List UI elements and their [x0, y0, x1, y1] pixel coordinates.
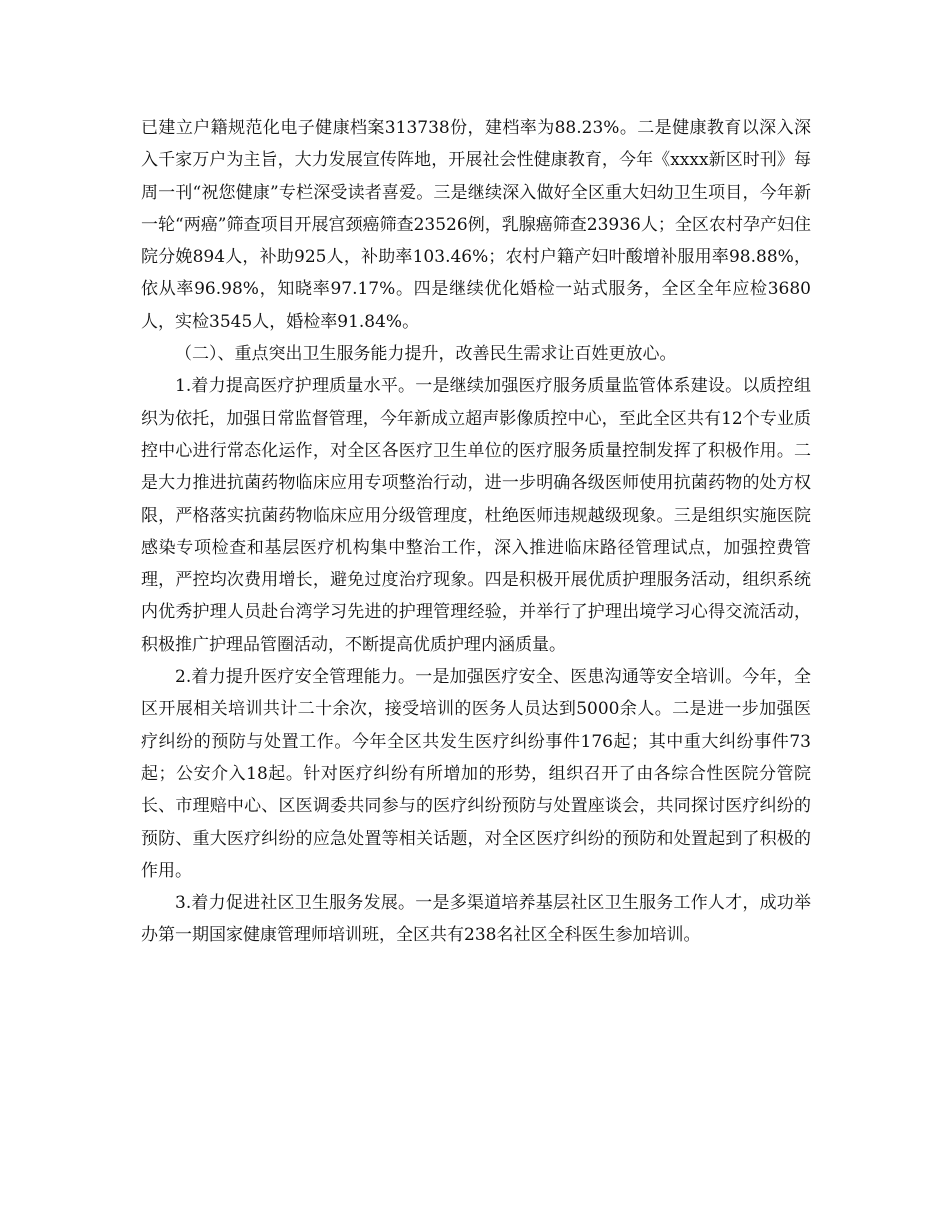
paragraph-medical-safety: 2.着力提升医疗安全管理能力。一是加强医疗安全、医患沟通等安全培训。今年，全区开展相关培训共计二十余次，接受培训的医务人员达到5000余人。二是进一步加强医疗纠纷的预防与处置工作。今年全区共发生医疗纠纷事件176起；其中重大纠纷事件73起；公安介入18起。针对医疗纠纷有所增加的形势，组织召开了由各综合性医院分管院长、市理赔中心、区医调委共同参与的医疗纠纷预防与处置座谈会，共同探讨医疗纠纷的预防、重大医疗纠纷的应急处置等相关话题，对全区医疗纠纷的预防和处置起到了积极的作用。 [141, 667, 811, 881]
section-heading-service-capacity: （二）、重点突出卫生服务能力提升，改善民生需求让百姓更放心。 [175, 344, 677, 365]
paragraph-medical-quality: 1.着力提高医疗护理质量水平。一是继续加强医疗服务质量监管体系建设。以质控组织为依托，加强日常监督管理，今年新成立超声影像质控中心，至此全区共有12个专业质控中心进行常态化运作，对全区各医疗卫生单位的医疗服务质量控制发挥了积极作用。二是大力推进抗菌药物临床应用专项整治行动，进一步明确各级医师使用抗菌药物的处方权限，严格落实抗菌药物临床应用分级管理度，杜绝医师违规越级现象。三是组织实施医院感染专项检查和基层医疗机构集中整治工作，深入推进临床路径管理试点，加强控费管理，严控均次费用增长，避免过度治疗现象。四是积极开展优质护理服务活动，组织系统内优秀护理人员赴台湾学习先进的护理管理经验，并举行了护理出境学习心得交流活动，积极推广护理品管圈活动，不断提高优质护理内涵质量。 [141, 376, 811, 655]
paragraph-health-records: 已建立户籍规范化电子健康档案313738份，建档率为88.23%。二是健康教育以深入深入千家万户为主旨，大力发展宣传阵地，开展社会性健康教育，今年《xxxx新区时刊》每周一刊“祝您健康”专栏深受读者喜爱。三是继续深入做好全区重大妇幼卫生项目，今年新一轮“两癌”筛查项目开展宫颈癌筛查23526例，乳腺癌筛查23936人；全区农村孕产妇住院分娩894人，补助925人，补助率103.46%；农村户籍产妇叶酸增补服用率98.88%，依从率96.98%，知晓率97.17%。四是继续优化婚检一站式服务，全区全年应检3680人，实检3545人，婚检率91.84%。 [141, 118, 811, 332]
paragraph-community-health: 3.着力促进社区卫生服务发展。一是多渠道培养基层社区卫生服务工作人才，成功举办第一期国家健康管理师培训班，全区共有238名社区全科医生参加培训。 [141, 893, 811, 946]
document-page [141, 112, 811, 952]
